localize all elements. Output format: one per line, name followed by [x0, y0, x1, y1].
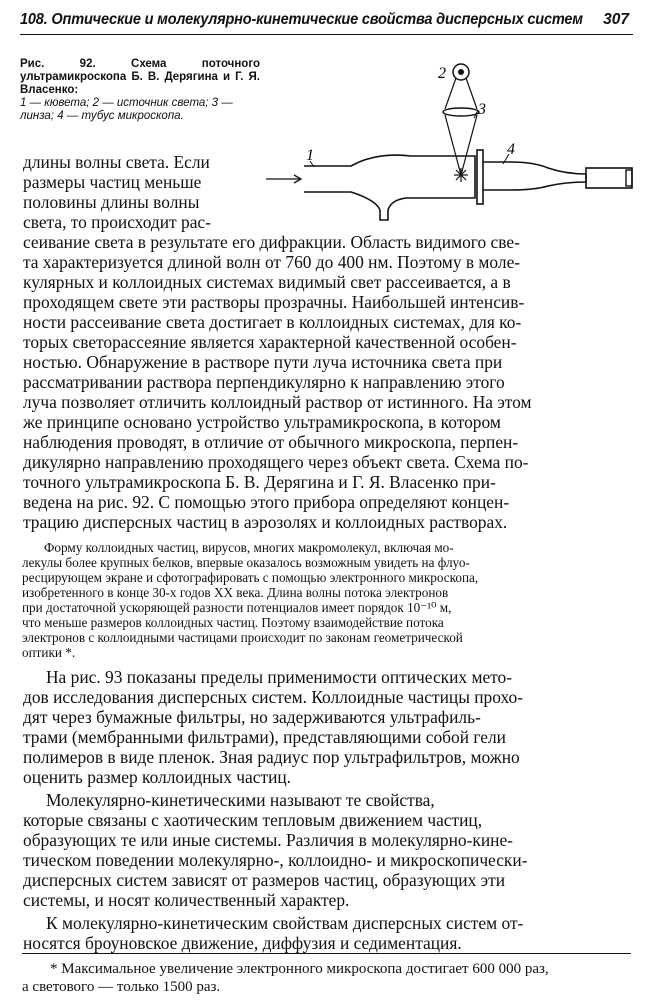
label-2: 2 [438, 65, 446, 82]
cuvette [304, 155, 475, 220]
label-4: 4 [507, 141, 515, 158]
text-line: образующих те или иные системы. Различия в молекулярно-кине- [23, 830, 513, 850]
light-source-inner [458, 69, 464, 75]
text-line: наблюдения проводят, в отличие от обычного микроскопа, перпен- [23, 432, 519, 452]
running-header [20, 8, 633, 35]
scattering-point [454, 168, 468, 182]
text-line: трами (мембранными фильтрами), представляющими собой гели [23, 727, 506, 747]
text-line: ведена на рис. 92. С помощью этого прибора определяют концен- [23, 492, 510, 512]
text-line: та характеризуется длиной волн от 760 до 400 нм. Поэтому в моле- [23, 252, 521, 272]
text-line: оценить размер коллоидных частиц. [23, 767, 292, 787]
footnote-line: * Максимальное увеличение электронного микроскопа достигает 600 000 раз, [50, 961, 549, 977]
text-line: рассматривании раствора перпендикулярно к направлению этого [23, 372, 505, 392]
small-line: Форму коллоидных частиц, вирусов, многих макромолекул, включая мо- [44, 540, 454, 555]
figure-caption [20, 58, 260, 123]
footnote [22, 953, 631, 996]
section-title: 108. Оптические и молекулярно-кинетические свойства дисперсных систем [20, 11, 583, 28]
eyepiece [586, 168, 632, 188]
text-line: На рис. 93 показаны пределы применимости оптических мето- [46, 667, 513, 687]
text-line: проходящем свете эти растворы прозрачны. Наибольшей интенсив- [23, 292, 525, 312]
light-beam-left-upper [445, 78, 456, 109]
text-line: дят через бумажные фильтры, но задерживаются ультрафиль- [23, 707, 481, 727]
eyepiece-end [626, 170, 632, 186]
text-line: К молекулярно-кинетическим свойствам дисперсных систем от- [46, 913, 524, 933]
small-line: ресцирующем экране и сфотографировать с помощью электронного микроскопа, [22, 570, 479, 585]
text-line: луча позволяет отличить коллоидный раствор от истинного. На этом [23, 392, 532, 412]
caption-legend: 1 — кювета; 2 — источник света; 3 — линза; 4 — тубус микроскопа. [20, 97, 233, 122]
text-line: ности рассеивание света достигает в коллоидных системах, для ко- [23, 312, 522, 332]
small-line: лекулы более крупных белков, впервые оказалось возможным увидеть на флуо- [22, 555, 470, 570]
light-beam-left-lower [445, 115, 461, 175]
small-line: при достаточной ускоряющей разности потенциалов имеет порядок 10⁻¹⁰ м, [22, 600, 452, 615]
text-line: трацию дисперсных частиц в аэрозолях и коллоидных растворах. [23, 512, 508, 532]
text-line: размеры частиц меньше [23, 172, 202, 192]
text-line: ностью. Обнаружение в растворе пути луча источника света при [23, 352, 503, 372]
text-line: дисперсных систем зависят от размеров частиц, образующих эти [23, 870, 506, 890]
text-line: которые связаны с хаотическим тепловым движением частиц, [23, 810, 483, 830]
text-line: же принципе основано устройство ультрамикроскопа, в котором [23, 412, 501, 432]
small-line: что меньше размеров коллоидных частиц. Поэтому взаимодействие потока [22, 615, 444, 630]
text-line: тическом поведении молекулярно-, коллоидно- и микроскопически- [23, 850, 528, 870]
text-line: сеивание света в результате его дифракции. Область видимого све- [23, 232, 520, 252]
text-line: света, то происходит рас- [23, 212, 211, 232]
label-3: 3 [478, 101, 486, 118]
microscope-tube [483, 162, 586, 190]
text-line: дов исследования дисперсных систем. Коллоидные частицы прохо- [23, 687, 524, 707]
text-line: полимеров в виде пленок. Зная радиус пор ультрафильтров, можно [23, 747, 520, 767]
text-line: носятся броуновское движение, диффузия и седиментация. [23, 933, 462, 953]
ultramicroscope-diagram [266, 48, 644, 238]
caption-title: Рис. 92. Схема поточного ультрамикроскопа Б. В. Дерягина и Г. Я. Власенко: [20, 58, 260, 96]
light-beam-right-upper [466, 78, 477, 109]
small-line: электронов с коллоидными частицами происходит по законам геометрической [22, 630, 463, 645]
flange [477, 150, 483, 204]
label-1: 1 [306, 147, 314, 164]
small-line: оптики *. [22, 645, 76, 660]
small-line: изобретенного в конце 30-х годов XX века. Длина волны потока электронов [22, 585, 449, 600]
text-line: дикулярно направлению проходящего через объект света. Схема по- [23, 452, 529, 472]
footnote-line: а светового — только 1500 раз. [22, 979, 221, 995]
text-line: половины длины волны [23, 192, 200, 212]
lens [443, 108, 479, 116]
text-line: точного ультрамикроскопа Б. В. Дерягина и Г. Я. Власенко при- [23, 472, 496, 492]
text-line: кулярных и коллоидных системах видимый свет рассеивается, а в [23, 272, 511, 292]
text-line: Молекулярно-кинетическими называют те свойства, [46, 790, 435, 810]
text-line: длины волны света. Если [23, 152, 210, 172]
text-line: торых светорассеяние является характерной качественной особен- [23, 332, 517, 352]
page-number: 307 [603, 11, 629, 28]
text-line: системы, и носят количественный характер. [23, 890, 350, 910]
